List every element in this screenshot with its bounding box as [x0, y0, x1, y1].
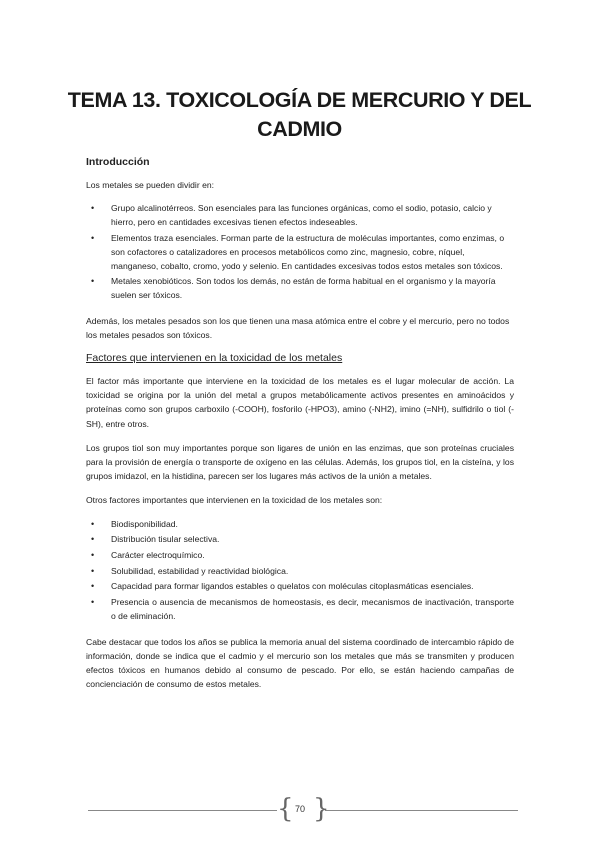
factors-heading: Factores que intervienen en la toxicidad de los metales: [86, 352, 343, 365]
list-item: [86, 595, 514, 623]
list-item-text: Presencia o ausencia de mecanismos de homeostasis, es decir, mecanismos de inactivación, transporte o de eliminación.: [111, 597, 514, 622]
factors-paragraph-3: Otros factores importantes que intervienen en la toxicidad de los metales son:: [86, 495, 383, 506]
bullet-icon: •: [91, 203, 95, 214]
list-item-text: Capacidad para formar ligandos estables o quelatos con moléculas citoplasmáticas esenciales.: [111, 581, 474, 592]
bullet-icon: •: [91, 232, 95, 243]
factors-paragraph-1: El factor más importante que interviene en la toxicidad de los metales es el lugar molecular de acción. La toxicidad se origina por la unión del metal a grupos metabólicamente activos presentes en aminoácidos y proteínas como son grupos carboxilo (-COOH), fosforilo (-HPO3), amino (-NH2), imino (=NH), sulfidrilo o tiol (-SH), entre otros.: [86, 376, 514, 429]
page-title: TEMA 13. TOXICOLOGÍA DE MERCURIO Y DEL CADMIO: [67, 88, 532, 142]
list-item-text: Carácter electroquímico.: [111, 550, 205, 561]
list-item: [86, 201, 514, 229]
bullet-icon: •: [91, 518, 95, 529]
list-item-text: Grupo alcalinotérreos. Son esenciales para las funciones orgánicas, como el sodio, potasio, calcio y hierro, pero en cantidades excesivas tienen efectos indeseables.: [111, 203, 492, 228]
document-body: [86, 156, 514, 691]
heavy-metals-paragraph: Además, los metales pesados son los que tienen una masa atómica entre el cobre y el mercurio, pero no todos los metales pesados son tóxicos.: [86, 315, 510, 340]
list-item-text: Distribución tisular selectiva.: [111, 534, 220, 545]
footer-divider-right: [325, 810, 518, 811]
closing-paragraph: Cabe destacar que todos los años se publica la memoria anual del sistema coordinado de intercambio rápido de información, donde se indica que el cadmio y el mercurio son los metales que más se transmiten y producen efectos tóxicos en humanos debido al consumo de pescado. Por ello, se están haciendo campañas de concienciación de consumo de estos metales.: [86, 636, 514, 690]
footer-divider-left: [88, 810, 277, 811]
intro-text: Los metales se pueden dividir en:: [86, 180, 215, 190]
metal-types-list: [86, 201, 514, 302]
list-item-text: Metales xenobióticos. Son todos los demás, no están de forma habitual en el organismo y la mayoría suelen ser tóxicos.: [111, 276, 496, 301]
bullet-icon: •: [91, 550, 95, 561]
intro-heading: Introducción: [86, 156, 150, 168]
list-item: [86, 579, 514, 593]
bullet-icon: •: [91, 581, 95, 592]
list-item-text: Biodisponibilidad.: [111, 518, 178, 529]
other-factors-list: [86, 517, 514, 624]
page-footer: [0, 794, 599, 826]
right-brace-icon: }: [313, 794, 330, 824]
list-item: [86, 532, 514, 546]
list-item: [86, 548, 514, 562]
list-item-text: Solubilidad, estabilidad y reactividad biológica.: [111, 565, 289, 576]
factors-paragraph-2: Los grupos tiol son muy importantes porque son ligares de unión en las enzimas, que son proteínas cruciales para la provisión de energía o transporte de oxígeno en las células. Además, los grupos tiol, en la cisteína, y los grupos imidazol, en la histidina, parecen ser los lugares más activos de la unión a metales.: [86, 442, 514, 482]
list-item-text: Elementos traza esenciales. Forman parte de la estructura de moléculas importantes, como enzimas, o son cofactores o catalizadores en procesos metabólicos como zinc, magnesio, cobre, níquel, manganeso, cobalto, cromo, yodo y selenio. En cantidades excesivas todos estos metales son tóxicos.: [111, 232, 505, 272]
bullet-icon: •: [91, 534, 95, 545]
list-item: [86, 231, 514, 274]
list-item: [86, 517, 514, 531]
bullet-icon: •: [91, 597, 95, 608]
bullet-icon: •: [91, 565, 95, 576]
list-item: [86, 274, 514, 302]
left-brace-icon: {: [277, 794, 294, 824]
bullet-icon: •: [91, 276, 95, 287]
list-item: [86, 564, 514, 578]
page-number: 70: [294, 804, 305, 814]
